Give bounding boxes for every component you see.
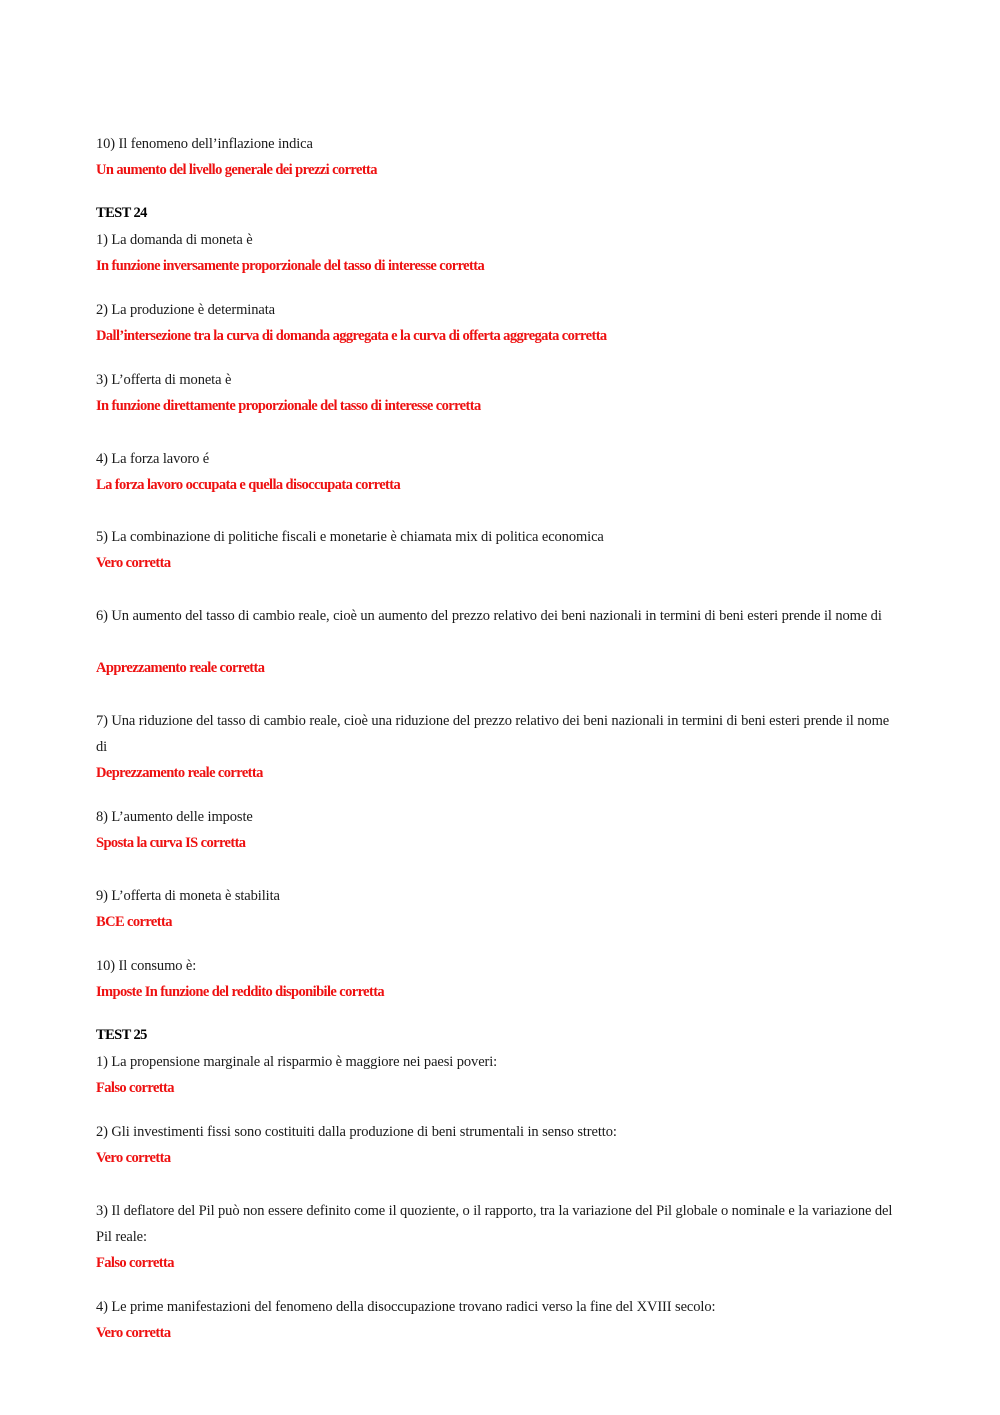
answer-text: Vero corretta (96, 1325, 171, 1341)
question-text: 2) La produzione è determinata (96, 302, 275, 318)
answer-text: Apprezzamento reale corretta (96, 660, 265, 676)
section-heading: TEST 24 (96, 205, 147, 221)
question-text: 10) Il consumo è: (96, 958, 197, 974)
question-text: 8) L’aumento delle imposte (96, 809, 253, 825)
section-heading: TEST 25 (96, 1027, 147, 1043)
question-text: 5) La combinazione di politiche fiscali e monetarie è chiamata mix di politica economica (96, 529, 604, 545)
answer-text: Falso corretta (96, 1080, 174, 1096)
question-text: 9) L’offerta di moneta è stabilita (96, 888, 280, 904)
answer-text: Dall’intersezione tra la curva di domanda aggregata e la curva di offerta aggregata corretta (96, 328, 607, 344)
answer-text: Vero corretta (96, 1150, 171, 1166)
question-text: 7) Una riduzione del tasso di cambio reale, cioè una riduzione del prezzo relativo dei beni nazionali in termini di beni esteri prende il nome di (96, 713, 890, 755)
question-text: 1) La propensione marginale al risparmio è maggiore nei paesi poveri: (96, 1054, 498, 1070)
answer-text: Imposte In funzione del reddito disponibile corretta (96, 984, 385, 1000)
answer-text: Un aumento del livello generale dei prezzi corretta (96, 162, 377, 178)
question-text: 3) L’offerta di moneta è (96, 372, 232, 388)
question-text: 6) Un aumento del tasso di cambio reale, cioè un aumento del prezzo relativo dei beni nazionali in termini di beni esteri prende il nome di (96, 608, 882, 624)
question-text: 3) Il deflatore del Pil può non essere definito come il quoziente, o il rapporto, tra la variazione del Pil globale o nominale e la variazione del Pil reale: (96, 1203, 893, 1245)
answer-text: In funzione inversamente proporzionale del tasso di interesse corretta (96, 258, 485, 274)
question-text: 1) La domanda di moneta è (96, 232, 253, 248)
question-text: 10) Il fenomeno dell’inflazione indica (96, 136, 313, 152)
question-text: 2) Gli investimenti fissi sono costituiti dalla produzione di beni strumentali in senso stretto: (96, 1124, 617, 1140)
question-text: 4) La forza lavoro é (96, 451, 210, 467)
question-text: 4) Le prime manifestazioni del fenomeno della disoccupazione trovano radici verso la fine del XVIII secolo: (96, 1299, 716, 1315)
answer-text: In funzione direttamente proporzionale del tasso di interesse corretta (96, 398, 481, 414)
answer-text: Vero corretta (96, 555, 171, 571)
answer-text: Sposta la curva IS corretta (96, 835, 246, 851)
answer-text: Falso corretta (96, 1255, 174, 1271)
answer-text: Deprezzamento reale corretta (96, 765, 263, 781)
answer-text: BCE corretta (96, 914, 172, 930)
answer-text: La forza lavoro occupata e quella disoccupata corretta (96, 477, 401, 493)
